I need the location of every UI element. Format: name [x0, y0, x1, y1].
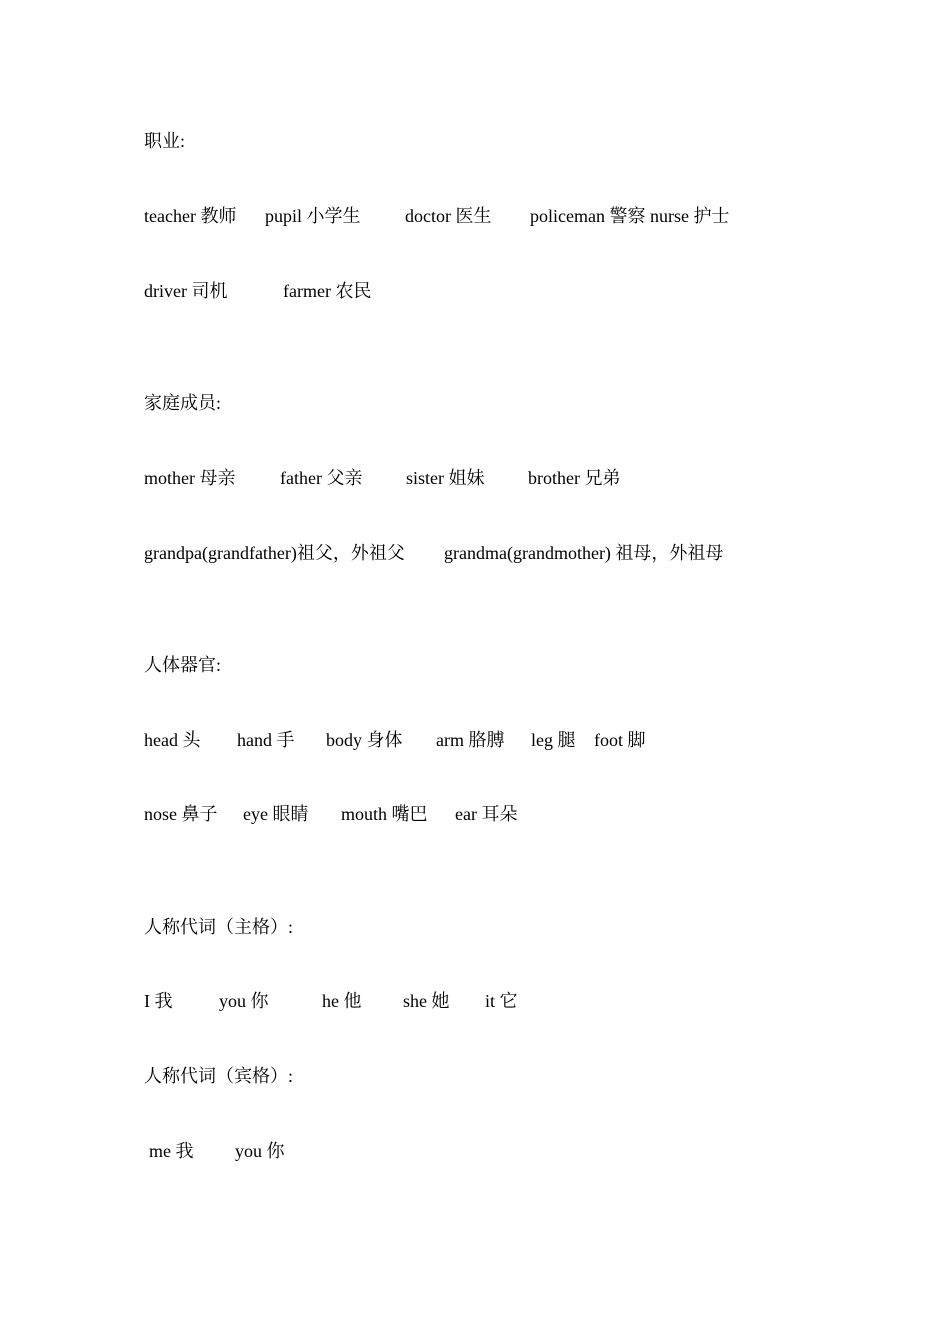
- heading-pronouns-subject: [144, 914, 294, 940]
- vocab-item: you 你: [219, 991, 269, 1011]
- vocab-item: head 头: [144, 730, 201, 750]
- vocab-item: ear 耳朵: [455, 804, 518, 824]
- vocab-item: sister 姐妹: [406, 468, 485, 488]
- vocab-item: he 他: [322, 991, 362, 1011]
- vocab-item: grandpa(grandfather)祖父，外祖父: [144, 543, 405, 563]
- section-heading: 人称代词（主格）:: [144, 917, 294, 937]
- heading-family: [144, 390, 222, 416]
- body-parts-row-2: [144, 801, 518, 827]
- vocab-item: leg 腿: [531, 730, 576, 750]
- pronouns-object-row-1: [144, 1138, 285, 1164]
- heading-occupations: [144, 128, 186, 154]
- pronouns-subject-row-1: [144, 988, 518, 1014]
- vocab-item: pupil 小学生: [265, 206, 361, 226]
- vocab-item: policeman 警察 nurse 护士: [530, 206, 730, 226]
- heading-pronouns-object: [144, 1063, 294, 1089]
- vocab-item: teacher 教师: [144, 206, 237, 226]
- vocab-item: you 你: [235, 1141, 285, 1161]
- vocab-item: nose 鼻子: [144, 804, 218, 824]
- vocab-item: brother 兄弟: [528, 468, 621, 488]
- vocab-item: doctor 医生: [405, 206, 492, 226]
- section-heading: 人称代词（宾格）:: [144, 1066, 294, 1086]
- heading-body-parts: [144, 652, 222, 678]
- vocab-item: mouth 嘴巴: [341, 804, 428, 824]
- occupations-row-1: [144, 203, 730, 229]
- section-heading: 职业:: [144, 131, 186, 151]
- section-heading: 人体器官:: [144, 655, 222, 675]
- vocab-item: hand 手: [237, 730, 295, 750]
- family-row-2: [144, 540, 724, 566]
- vocab-item: mother 母亲: [144, 468, 236, 488]
- occupations-row-2: [144, 278, 372, 304]
- vocab-item: driver 司机: [144, 281, 228, 301]
- vocab-item: it 它: [485, 991, 518, 1011]
- family-row-1: [144, 465, 621, 491]
- vocab-item: body 身体: [326, 730, 403, 750]
- vocab-item: me 我: [149, 1141, 194, 1161]
- section-heading: 家庭成员:: [144, 393, 222, 413]
- vocab-item: she 她: [403, 991, 450, 1011]
- vocab-item: eye 眼睛: [243, 804, 309, 824]
- vocab-item: farmer 农民: [283, 281, 372, 301]
- vocab-item: father 父亲: [280, 468, 363, 488]
- vocab-item: I 我: [144, 991, 173, 1011]
- vocab-item: arm 胳膊: [436, 730, 505, 750]
- body-parts-row-1: [144, 727, 646, 753]
- vocab-item: grandma(grandmother) 祖母，外祖母: [444, 543, 724, 563]
- vocab-item: foot 脚: [594, 730, 646, 750]
